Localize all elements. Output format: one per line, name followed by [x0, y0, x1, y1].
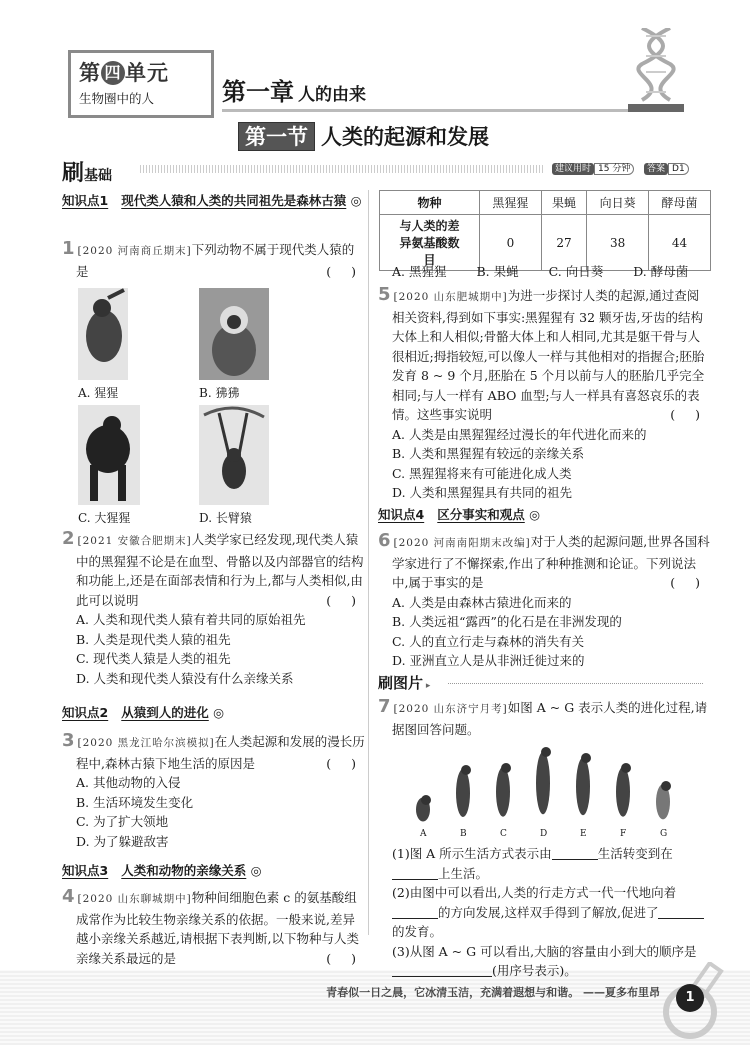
sub-text: (3)从图 A ~ G 可以看出,大脑的容量由小到大的顺序是	[392, 943, 697, 959]
option-d: D. 亚洲直立人是从非洲迁徙过来的	[392, 653, 585, 668]
option-b: B. 人类和黑猩猩有较远的亲缘关系	[392, 446, 585, 461]
option-a: A. 猩猩	[78, 386, 119, 400]
option-a: A. 人类和现代类人猿有着共同的原始祖先	[76, 612, 306, 627]
unit-box	[68, 50, 214, 118]
amino-acid-table	[379, 190, 711, 271]
row-label: 与人类的差异氨基酸数目	[380, 215, 480, 271]
table-cell: 38	[587, 215, 649, 271]
subquestion-2	[392, 883, 710, 942]
question-text: 在人类起源和发展的漫长历程中,森林古猿下地生活的原因是	[76, 734, 365, 771]
question-3	[62, 730, 366, 851]
section-title	[238, 121, 489, 151]
option-b: B. 人类远祖“露西”的化石是在非洲发现的	[392, 614, 622, 629]
table-cell: 44	[649, 215, 711, 271]
answer-blank[interactable]	[392, 963, 492, 977]
option-c: C. 黑猩猩将来有可能进化成人类	[392, 465, 572, 481]
option-a: A. 人类是由黑猩猩经过漫长的年代进化而来的	[392, 426, 647, 442]
question-text: 人类学家已经发现,现代类人猿中的黑猩猩不论是在血型、骨骼以及内部器官的结构和功能上,还是在面部表情和行为上,都与人类相似,由此可以说明	[76, 532, 364, 608]
question-source: [2020 山东肥城期中]	[393, 291, 508, 303]
evolution-figure-g	[656, 781, 671, 819]
answer-value: D1	[668, 163, 689, 175]
target-icon: ◎	[213, 705, 225, 720]
question-4-options	[392, 262, 712, 282]
evolution-figure-c	[496, 763, 511, 817]
picture-practice-bar	[378, 672, 713, 694]
figure-label: E	[580, 829, 587, 839]
question-5	[378, 284, 710, 503]
section-name: 人类的起源和发展	[321, 124, 489, 149]
suggested-time	[552, 161, 634, 174]
question-number: 6	[378, 530, 391, 551]
option-c: C. 人的直立行走与森林的消失有关	[392, 633, 585, 649]
question-source: [2020 黑龙江哈尔滨模拟]	[77, 737, 215, 749]
unit-title	[79, 57, 203, 87]
option-c: C. 向日葵	[548, 264, 604, 279]
answer-blank[interactable]	[392, 866, 438, 880]
question-number: 4	[62, 886, 75, 907]
answer-paren: ( )	[326, 592, 356, 608]
figure-label: A	[420, 829, 427, 839]
evolution-figure	[405, 738, 685, 828]
evolution-figure-e	[576, 753, 591, 815]
triangle-icon: ▸	[423, 681, 431, 691]
table-header: 黑猩猩	[480, 191, 542, 215]
option-b: B. 人类是现代类人猿的祖先	[76, 631, 231, 647]
knowledge-point-4	[378, 504, 540, 526]
chapter-label: 第一章	[222, 78, 294, 106]
answer-blank[interactable]	[658, 905, 704, 919]
kp-label: 知识点1	[62, 193, 109, 208]
gibbon-photo	[199, 405, 269, 505]
page-number: 1	[676, 984, 704, 1012]
chapter-name: 人的由来	[297, 85, 366, 105]
target-icon: ◎	[350, 193, 362, 208]
question-source: [2021 安徽合肥期末]	[77, 535, 192, 547]
table-header: 向日葵	[587, 191, 649, 215]
footer-band	[0, 970, 750, 1045]
sub-text: 的发育。	[392, 924, 443, 939]
option-c: C. 为了扩大领地	[76, 814, 169, 829]
evolution-figure-b	[456, 765, 471, 817]
answer-paren: ( )	[670, 407, 700, 422]
option-d: D. 为了躲避敌害	[76, 833, 169, 849]
option-a: A. 黑猩猩	[392, 264, 447, 279]
evolution-figure-f	[616, 763, 631, 817]
figure-label: G	[660, 829, 668, 839]
knowledge-point-3	[62, 860, 262, 882]
option-b: B. 果蝇	[476, 264, 519, 279]
picture-bar-label: 刷图片	[378, 674, 424, 692]
question-source: [2020 山东聊城期中]	[77, 893, 192, 905]
kp-title: 人类和动物的亲缘关系	[121, 863, 247, 878]
sub-text: 的方向发展,这样双手得到了解放,促进了	[438, 904, 659, 920]
table-cell: 0	[480, 215, 542, 271]
question-1	[62, 238, 366, 281]
gorilla-photo	[78, 405, 140, 505]
question-source: [2020 山东济宁月考]	[393, 703, 508, 715]
sub-text: (1)图 A 所示生活方式表示由	[392, 846, 552, 861]
sub-text: 生活转变到在	[597, 846, 673, 861]
unit-prefix: 第	[79, 61, 101, 85]
option-d: D. 长臂猿	[199, 511, 252, 525]
question-source: [2020 河南商丘期末]	[77, 245, 192, 257]
question-text: 为进一步探讨人类的起源,通过查阅相关资料,得到如下事实:黑猩猩有 32 颗牙齿,牙齿的结构大体上和人相似;骨骼大体上和人相同,尤其是躯干骨与人很相近;拇指较短,可以像人一样与其他相对的指握合;胚胎发育 8 ~ 9 个月,胚胎在 5 个月以前与人的胚胎几乎完全相同;与人一样有 ABO 血型;与人一样具有喜怒哀乐的表情。这些事实说明	[392, 288, 705, 422]
question-7-subquestions	[392, 844, 710, 981]
sub-text: (用序号表示)。	[492, 963, 577, 978]
question-text: 物种间细胞色素 c 的氨基酸组成常作为比较生物亲缘关系的依据。一般来说,差异越小亲缘关系越近,请根据下表判断,以下物种与人类亲缘关系最远的是	[76, 890, 359, 966]
question-text: 对于人类的起源问题,世界各国科学家进行了不懈探索,作出了种种推测和论证。下列说法中,属于事实的是	[392, 534, 710, 590]
answer-ref	[644, 161, 689, 174]
time-value: 15 分钟	[594, 163, 634, 175]
table-header-row	[380, 191, 711, 215]
figure-label: D	[540, 829, 548, 839]
column-divider	[368, 190, 369, 935]
practice-bar	[62, 156, 715, 186]
section-tag: 第一节	[238, 122, 315, 151]
table-header: 果蝇	[541, 191, 586, 215]
kp-label: 知识点2	[62, 705, 109, 720]
sub-text: (2)由图中可以看出,人类的行走方式一代一代地向着	[392, 885, 677, 900]
subquestion-3	[392, 942, 710, 981]
option-a: A. 人类是由森林古猿进化而来的	[392, 594, 572, 610]
question-4	[62, 886, 366, 968]
option-b: B. 生活环境发生变化	[76, 794, 194, 810]
sub-text: 上生活。	[438, 865, 489, 881]
evolution-figure-d	[536, 747, 551, 814]
question-text: 如图 A ~ G 表示人类的进化过程,请据图回答问题。	[392, 700, 708, 737]
table-header: 物种	[380, 191, 480, 215]
kp-title: 从猿到人的进化	[121, 705, 209, 720]
orangutan-photo	[78, 288, 128, 380]
option-c: C. 现代类人猿是人类的祖先	[76, 651, 231, 666]
answer-paren: ( )	[670, 575, 700, 590]
option-b: B. 狒狒	[199, 386, 240, 400]
kp-label: 知识点4	[378, 507, 425, 522]
unit-suffix: 单元	[125, 61, 169, 85]
unit-subtitle: 生物圈中的人	[79, 91, 155, 106]
question-number: 7	[378, 696, 391, 717]
unit-number: 四	[101, 61, 125, 85]
evolution-labels	[405, 828, 685, 840]
question-2	[62, 528, 366, 688]
practice-bar-big: 刷	[62, 161, 85, 186]
answer-paren: ( )	[326, 950, 356, 966]
figure-label: F	[620, 829, 627, 839]
dotted-rule	[140, 165, 545, 173]
answer-paren: ( )	[326, 755, 356, 771]
figure-label: B	[460, 829, 467, 839]
question-7	[378, 696, 710, 739]
question-source: [2020 河南南阳期末改编]	[393, 537, 531, 549]
kp-title: 区分事实和观点	[437, 507, 525, 522]
question-number: 1	[62, 238, 75, 259]
dna-icon	[628, 28, 684, 116]
answer-paren: ( )	[326, 263, 356, 279]
footer-quote: 青春似一日之晨，它冰清玉洁，充满着遐想与和谐。 ——夏多布里昂	[326, 986, 660, 999]
target-icon: ◎	[529, 507, 541, 522]
time-label: 建议用时	[552, 163, 594, 175]
target-icon: ◎	[250, 863, 262, 878]
option-a: A. 其他动物的入侵	[76, 775, 181, 790]
answer-blank[interactable]	[552, 846, 598, 860]
dotted-rule	[448, 683, 703, 684]
answer-label: 答案	[644, 163, 668, 175]
practice-bar-small: 基础	[84, 168, 113, 184]
knowledge-point-1	[62, 190, 362, 212]
option-d: D. 人类和黑猩猩具有共同的祖先	[392, 485, 573, 500]
option-d: D. 酵母菌	[633, 264, 689, 279]
table-cell: 27	[541, 215, 586, 271]
table-header: 酵母菌	[649, 191, 711, 215]
subquestion-1	[392, 844, 710, 883]
question-text: 下列动物不属于现代类人猿的是	[76, 242, 355, 279]
question-number: 2	[62, 528, 75, 549]
option-d: D. 人类和现代类人猿没有什么亲缘关系	[76, 670, 294, 686]
question-number: 3	[62, 730, 75, 751]
question-6	[378, 530, 710, 671]
baboon-photo	[199, 288, 269, 380]
figure-label: C	[500, 829, 507, 839]
evolution-figure-a	[416, 795, 431, 822]
answer-blank[interactable]	[392, 905, 438, 919]
kp-title: 现代类人猿和人类的共同祖先是森林古猿	[121, 193, 347, 208]
knowledge-point-2	[62, 702, 224, 724]
chapter-title	[222, 72, 632, 112]
option-c: C. 大猩猩	[78, 511, 131, 525]
question-number: 5	[378, 284, 391, 305]
kp-label: 知识点3	[62, 863, 109, 878]
